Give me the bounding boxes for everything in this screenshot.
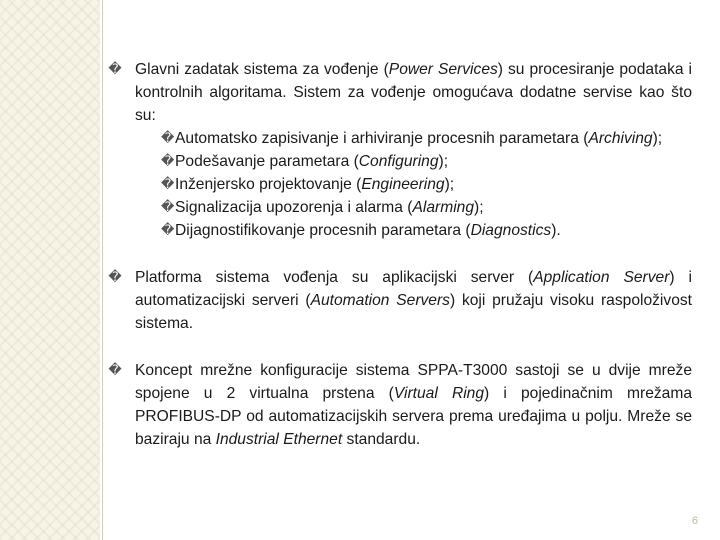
- bullet-paragraph: [108, 58, 692, 242]
- page-number: 6: [691, 515, 698, 527]
- bullet-text: [135, 58, 692, 127]
- italic-term: Industrial Ethernet: [215, 431, 343, 448]
- italic-term: Power Services: [388, 61, 498, 78]
- bullet-text: [135, 266, 692, 335]
- sub-bullet-marker-icon: �: [161, 154, 175, 169]
- sub-bullet-marker-icon: �: [161, 200, 175, 215]
- sub-bullet-marker-icon: �: [161, 131, 175, 146]
- sub-list-item: [135, 127, 692, 150]
- side-band-divider: [102, 0, 103, 540]
- text-segment: Koncept mrežne konfiguracije sistema SPPA-T3000 sastoji se u dvije mreže spojene u 2 virtualna prstena (: [135, 362, 692, 402]
- sub-bullet-marker-icon: �: [161, 177, 175, 192]
- decorative-side-band: [0, 0, 100, 540]
- text-segment: Glavni zadatak sistema za vođenje (: [135, 61, 389, 78]
- text-segment: Inženjersko projektovanje (: [175, 176, 362, 193]
- text-segment: Dijagnostifikovanje procesnih parametara (: [175, 222, 471, 239]
- italic-term: Engineering: [361, 176, 445, 193]
- bullet-marker-icon: �: [108, 363, 122, 378]
- bullet-paragraph: [108, 266, 692, 335]
- text-segment: );: [474, 199, 484, 216]
- italic-term: Virtual Ring: [393, 385, 485, 402]
- sub-list-item: [135, 173, 692, 196]
- italic-term: Configuring: [358, 153, 439, 170]
- bullet-marker-icon: �: [108, 270, 122, 285]
- sub-bullet-marker-icon: �: [161, 223, 175, 238]
- text-segment: Platforma sistema vođenja su aplikacijski server (: [135, 269, 534, 286]
- text-segment: ) su procesiranje podataka i kontrolnih algoritama. Sistem za vođenje omogućava dodatne servise kao što su:: [135, 61, 692, 124]
- bullet-marker-icon: �: [108, 62, 122, 77]
- italic-term: Application Server: [533, 269, 670, 286]
- bullet-text: [135, 359, 692, 451]
- text-segment: standardu.: [342, 431, 421, 448]
- sub-list-item: [135, 219, 692, 242]
- italic-term: Alarming: [412, 199, 475, 216]
- sub-list: [135, 127, 692, 242]
- sub-list-item: [135, 196, 692, 219]
- italic-term: Automation Servers: [310, 292, 450, 309]
- italic-term: Archiving: [588, 130, 653, 147]
- text-segment: Automatsko zapisivanje i arhiviranje procesnih parametara (: [175, 130, 589, 147]
- text-segment: Podešavanje parametara (: [175, 153, 359, 170]
- slide-content: [108, 58, 692, 451]
- text-segment: );: [444, 176, 455, 193]
- text-segment: );: [652, 130, 663, 147]
- text-segment: Signalizacija upozorenja i alarma (: [175, 199, 413, 216]
- bullet-paragraph: [108, 359, 692, 451]
- text-segment: );: [438, 153, 449, 170]
- text-segment: ) i pojedinačnim mrežama PROFIBUS-DP od automatizacijskih servera prema uređajima u polju. Mreže se baziraju na: [135, 385, 692, 448]
- text-segment: ) koji pružaju visoku raspoloživost sistema.: [135, 292, 692, 332]
- italic-term: Diagnostics: [470, 222, 552, 239]
- sub-list-item: [135, 150, 692, 173]
- text-segment: ).: [551, 222, 561, 239]
- text-segment: ) i automatizacijski serveri (: [135, 269, 692, 309]
